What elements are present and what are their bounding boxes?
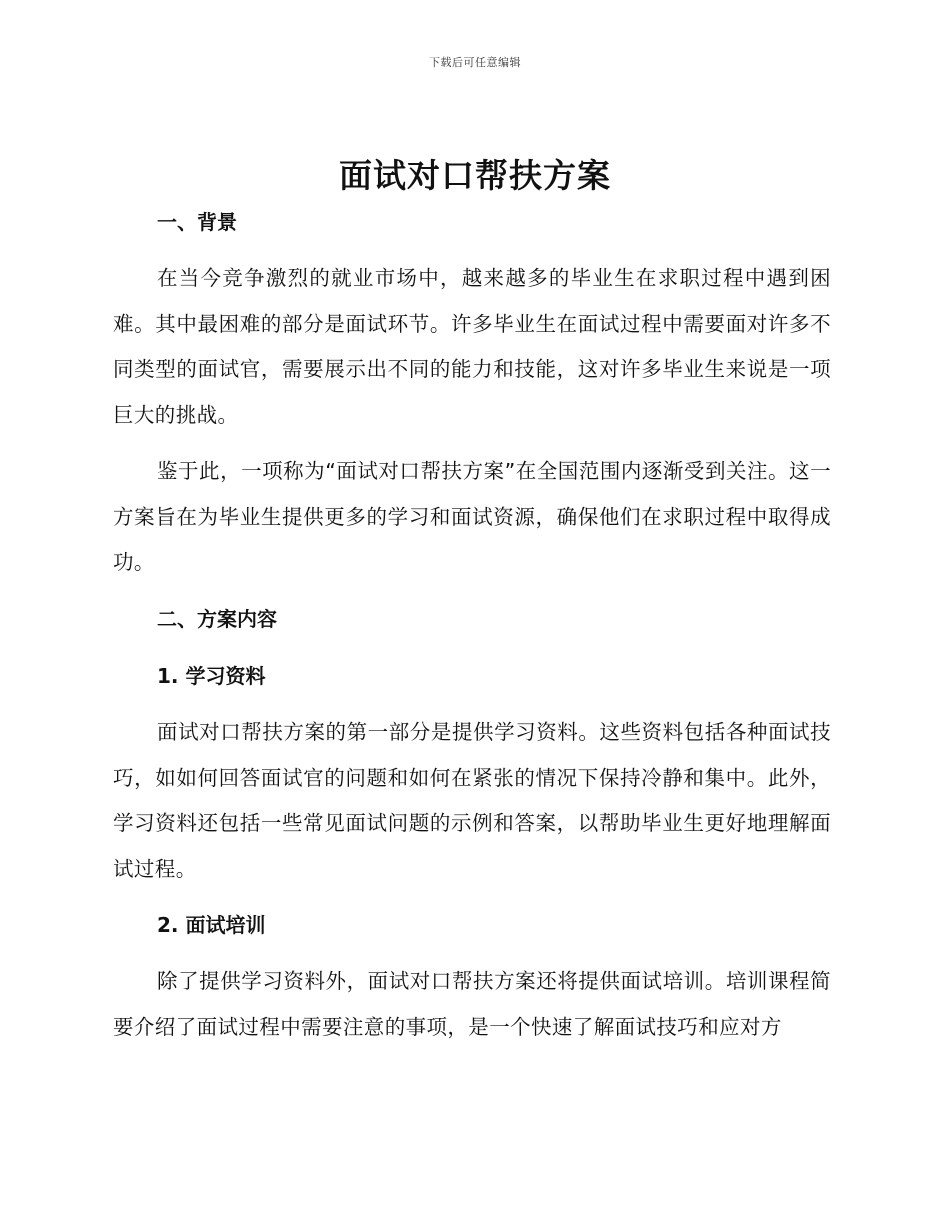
subsection-interview-training-heading xyxy=(113,910,831,940)
subsection-study-materials-heading xyxy=(113,661,831,691)
study-materials-paragraph xyxy=(113,710,831,892)
document-title: 面试对口帮扶方案 xyxy=(339,156,611,195)
paragraph: 在当今竞争激烈的就业市场中，越来越多的毕业生在求职过程中遇到困难。其中最困难的部分是面试环节。许多毕业生在面试过程中需要面对许多不同类型的面试官，需要展示出不同的能力和技能，这对许多毕业生来说是一项巨大的挑战。 xyxy=(113,266,831,427)
subsection-heading: 1. 学习资料 xyxy=(157,664,266,688)
paragraph: 面试对口帮扶方案的第一部分是提供学习资料。这些资料包括各种面试技巧，如如何回答面试官的问题和如何在紧张的情况下保持冷静和集中。此外，学习资料还包括一些常见面试问题的示例和答案，以帮助毕业生更好地理解面试过程。 xyxy=(113,720,831,881)
interview-training-paragraph xyxy=(113,959,831,1050)
section-background-heading xyxy=(113,207,831,237)
section-heading: 二、方案内容 xyxy=(157,607,277,631)
background-paragraph-2 xyxy=(113,449,831,586)
background-paragraph-1 xyxy=(113,256,831,438)
header-note: 下载后可任意编辑 xyxy=(429,56,521,69)
section-plan-content-heading xyxy=(113,604,831,634)
paragraph: 鉴于此，一项称为“面试对口帮扶方案”在全国范围内逐渐受到关注。这一方案旨在为毕业生提供更多的学习和面试资源，确保他们在求职过程中取得成功。 xyxy=(113,459,831,575)
subsection-heading: 2. 面试培训 xyxy=(157,913,266,937)
section-heading: 一、背景 xyxy=(157,210,237,234)
paragraph: 除了提供学习资料外，面试对口帮扶方案还将提供面试培训。培训课程简要介绍了面试过程中需要注意的事项，是一个快速了解面试技巧和应对方 xyxy=(113,969,831,1039)
